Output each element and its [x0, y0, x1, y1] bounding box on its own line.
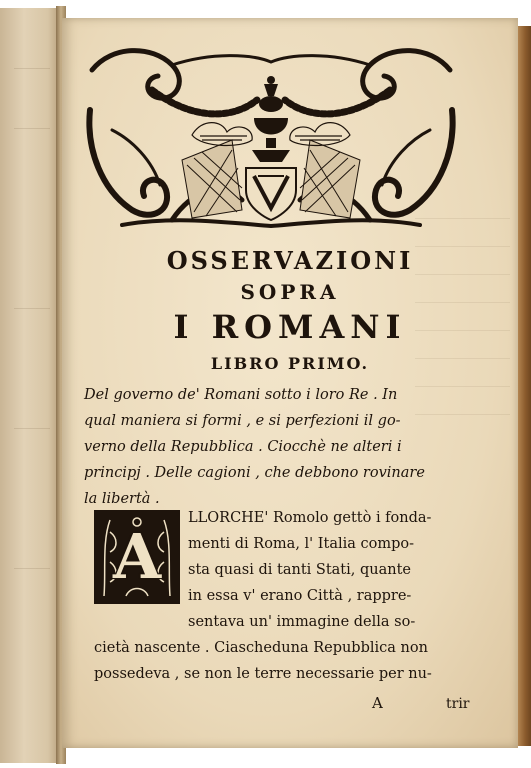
title-observations: OSSERVAZIONI	[166, 246, 414, 275]
catchword: trir	[446, 696, 470, 712]
book-number: LIBRO PRIMO.	[210, 354, 370, 373]
summary-line: Del governo de' Romani sotto i loro Re . In	[84, 387, 398, 403]
signature-mark: A	[372, 694, 383, 712]
title-romani: I ROMANI	[173, 308, 407, 346]
body-line: possedeva , se non le terre necessarie per nu-	[94, 666, 432, 682]
body-line: in essa v' erano Città , rappre-	[188, 588, 412, 604]
left-facing-page	[0, 8, 61, 763]
summary-line: la libertà .	[84, 491, 160, 507]
body-line: LLORCHE' Romolo gettò i fonda-	[188, 510, 432, 526]
summary-line: principj . Delle cagioni , che debbono rovinare	[84, 465, 425, 481]
drop-cap-letter: A	[112, 520, 162, 593]
summary-line: verno della Repubblica . Ciocchè ne alteri i	[84, 439, 402, 455]
body-line: menti di Roma, l' Italia compo-	[188, 536, 415, 552]
decorated-initial	[94, 510, 180, 604]
body-line: cietà nascente . Ciascheduna Repubblica non	[94, 640, 428, 656]
summary-line: qual maniera si formi , e si perfezioni il go-	[84, 413, 401, 429]
chapter-summary	[84, 382, 498, 512]
book-page	[62, 18, 518, 748]
leather-cover-edge	[517, 26, 531, 746]
ornamental-headpiece	[82, 40, 460, 230]
title-sopra: SOPRA	[240, 280, 340, 304]
body-line: sentava un' immagine della so-	[188, 614, 416, 630]
body-line: sta quasi di tanti Stati, quante	[188, 562, 411, 578]
